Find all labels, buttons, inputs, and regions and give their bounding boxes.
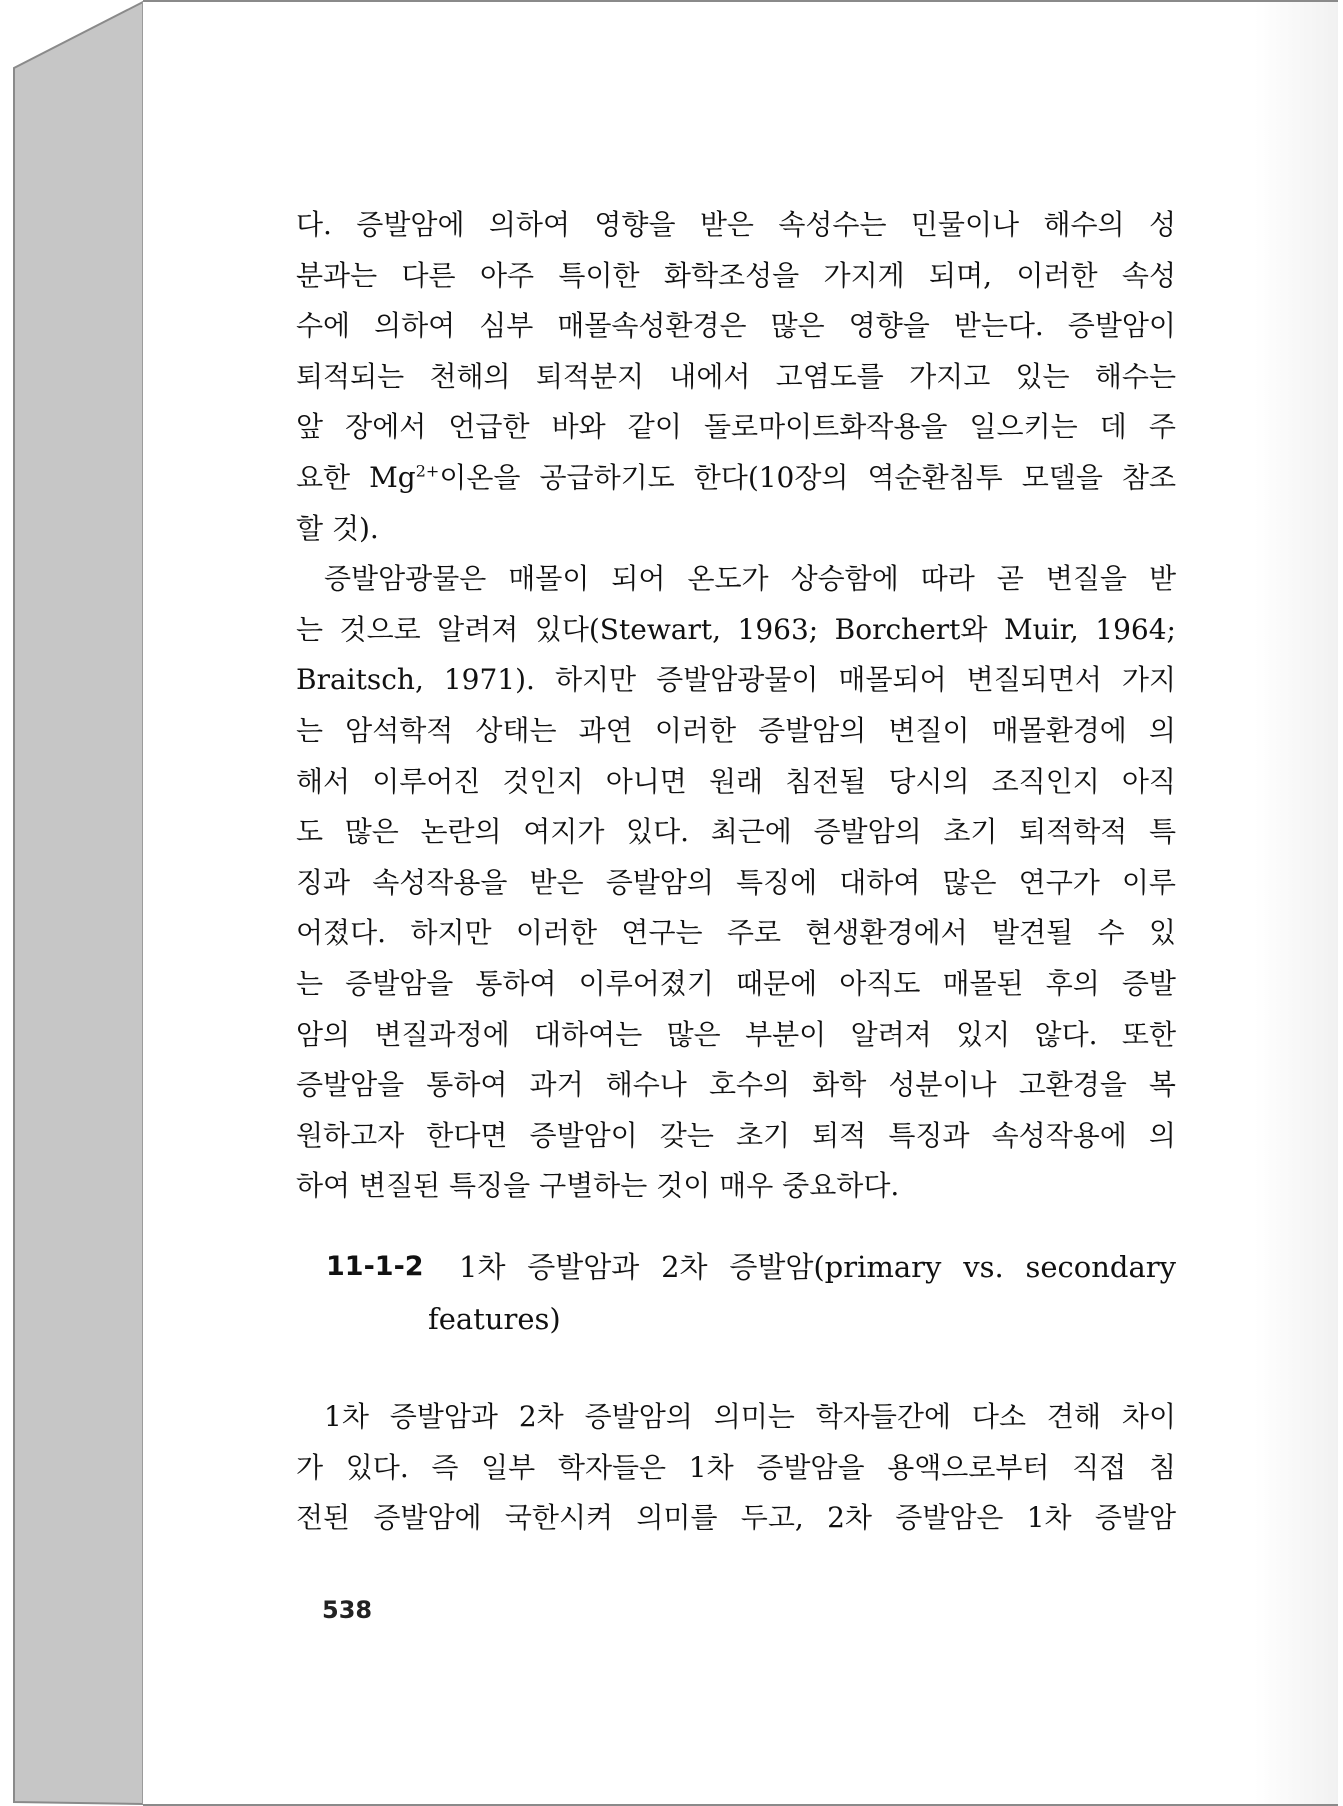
section-heading [326,1240,1176,1344]
text-line: 수에 의하여 심부 매몰속성환경은 많은 영향을 받는다. 증발암이 [296,309,1176,343]
section-number: 11-1-2 [326,1251,424,1282]
text-line: 분과는 다른 아주 특이한 화학조성을 가지게 되며, 이러한 속성 [296,258,1176,292]
text-line: 1차 증발암과 2차 증발암의 의미는 학자들간에 다소 견해 차이 [324,1400,1176,1433]
section-heading-line [326,1240,1176,1294]
paragraph-3 [296,1392,1176,1544]
text-line: 원하고자 한다면 증발암이 갖는 초기 퇴적 특징과 속성작용에 의 [296,1118,1176,1152]
text-fragment: 이온을 공급하기도 한다(10장의 역순환침투 모델을 참조 [439,460,1176,494]
text-line: 할 것). [296,511,379,545]
text-line: 암의 변질과정에 대하여는 많은 부분이 알려져 있지 않다. 또한 [296,1017,1176,1051]
text-line: 하여 변질된 특징을 구별하는 것이 매우 중요하다. [296,1169,900,1203]
text-fragment: 요한 Mg [296,460,416,494]
text-line: 퇴적되는 천해의 퇴적분지 내에서 고염도를 가지고 있는 해수는 [296,359,1176,393]
text-line: 는 암석학적 상태는 과연 이러한 증발암의 변질이 매몰환경에 의 [296,713,1176,747]
text-line-with-superscript [296,453,1176,504]
text-line: Braitsch, 1971). 하지만 증발암광물이 매몰되어 변질되면서 가지 [296,663,1176,697]
text-line: 전된 증발암에 국한시켜 의미를 두고, 2차 증발암은 1차 증발암 [296,1501,1176,1535]
text-line: 어졌다. 하지만 이러한 연구는 주로 현생환경에서 발견될 수 있 [296,916,1176,950]
text-line: 는 증발암을 통하여 이루어졌기 때문에 아직도 매몰된 후의 증발 [296,966,1176,1000]
page-number: 538 [322,1596,373,1624]
text-line: 해서 이루어진 것인지 아니면 원래 침전될 당시의 조직인지 아직 [296,764,1176,798]
text-line: 징과 속성작용을 받은 증발암의 특징에 대하여 많은 연구가 이루 [296,865,1176,899]
section-title-continued: features) [428,1302,561,1336]
paragraph-1 [296,200,1176,1212]
text-line: 증발암을 통하여 과거 해수나 호수의 화학 성분이나 고환경을 복 [296,1068,1176,1102]
text-line: 는 것으로 알려져 있다(Stewart, 1963; Borchert와 Muir, 1964; [296,612,1176,646]
text-line: 앞 장에서 언급한 바와 같이 돌로마이트화작용을 일으키는 데 주 [296,410,1176,444]
text-line: 다. 증발암에 의하여 영향을 받은 속성수는 민물이나 해수의 성 [296,208,1176,241]
text-line: 도 많은 논란의 여지가 있다. 최근에 증발암의 초기 퇴적학적 특 [296,815,1176,849]
superscript-charge: 2+ [415,461,440,481]
text-line: 증발암광물은 매몰이 되어 온도가 상승함에 따라 곧 변질을 받 [324,562,1176,596]
section-title: 1차 증발암과 2차 증발암(primary vs. secondary [459,1250,1176,1284]
text-line: 가 있다. 즉 일부 학자들은 1차 증발암을 용액으로부터 직접 침 [296,1450,1176,1484]
